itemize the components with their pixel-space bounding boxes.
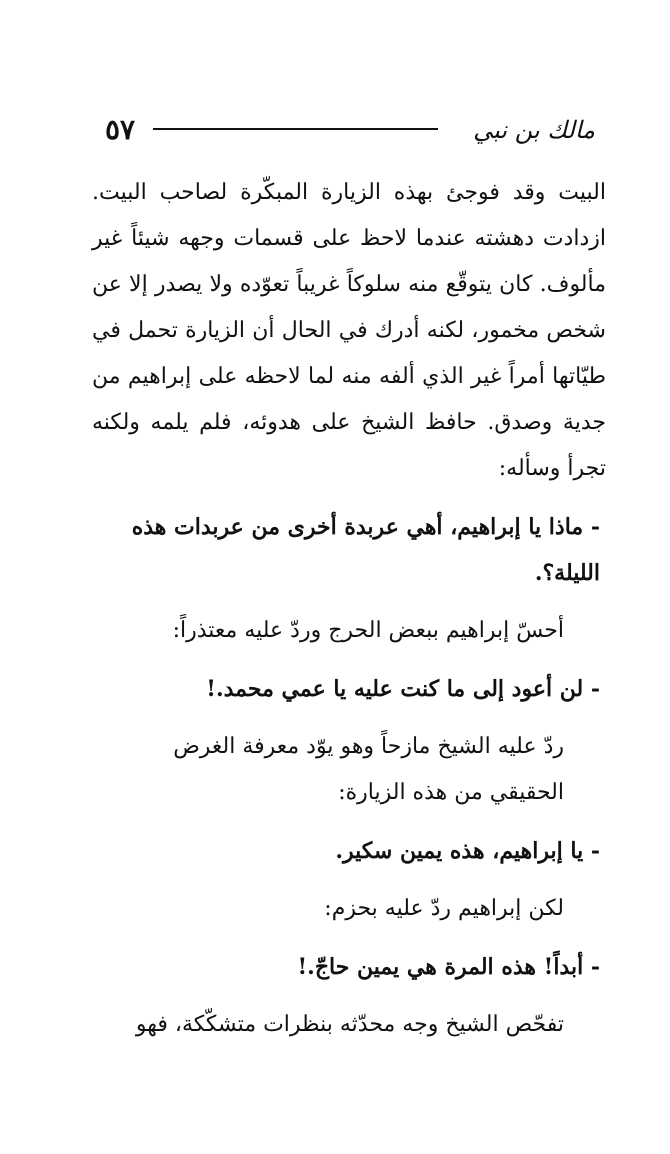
dialogue-line: - لن أعود إلى ما كنت عليه يا عمي محمد.! bbox=[206, 676, 600, 702]
narration-line: أحسّ إبراهيم ببعض الحرج وردّ عليه معتذراً: bbox=[172, 618, 564, 643]
dialogue-line: - يا إبراهيم، هذه يمين سكير. bbox=[335, 838, 600, 864]
paragraph-intro: البيت وقد فوجئ بهذه الزيارة المبكّرة لصاحب البيت. ازدادت دهشته عندما لاحظ على قسمات وجهه شيئاً غير مألوف. كان يتوقّع منه سلوكاً غريباً تعوّده ولا يصدر إلا عن شخص مخمور، لكنه أدرك في الحال أن الزيارة تحمل في طيّاتها أمراً غير الذي ألفه منه لما لاحظه على إبراهيم من جدية وصدق. حافظ الشيخ على هدوئه، فلم يلمه ولكنه تجرأ وسأله: bbox=[92, 180, 606, 481]
page-number: ٥٧ bbox=[105, 113, 136, 146]
page-body bbox=[92, 170, 606, 1048]
header-rule bbox=[153, 128, 438, 130]
dialogue-line: - ماذا يا إبراهيم، أهي عربدة أخرى من عربدات هذه الليلة؟. bbox=[131, 514, 600, 586]
narration-line: لكن إبراهيم ردّ عليه بحزم: bbox=[324, 896, 564, 921]
page-header bbox=[95, 110, 595, 150]
narration-line: تفحّص الشيخ وجه محدّثه بنظرات متشكّكة، فهو bbox=[135, 1012, 564, 1037]
running-title: مالك بن نبي bbox=[473, 116, 595, 144]
dialogue-line: - أبداً! هذه المرة هي يمين حاجّ.! bbox=[297, 954, 600, 980]
narration-paragraph: ردّ عليه الشيخ مازحاً وهو يوّد معرفة الغرض الحقيقي من هذه الزيارة: bbox=[173, 734, 564, 805]
